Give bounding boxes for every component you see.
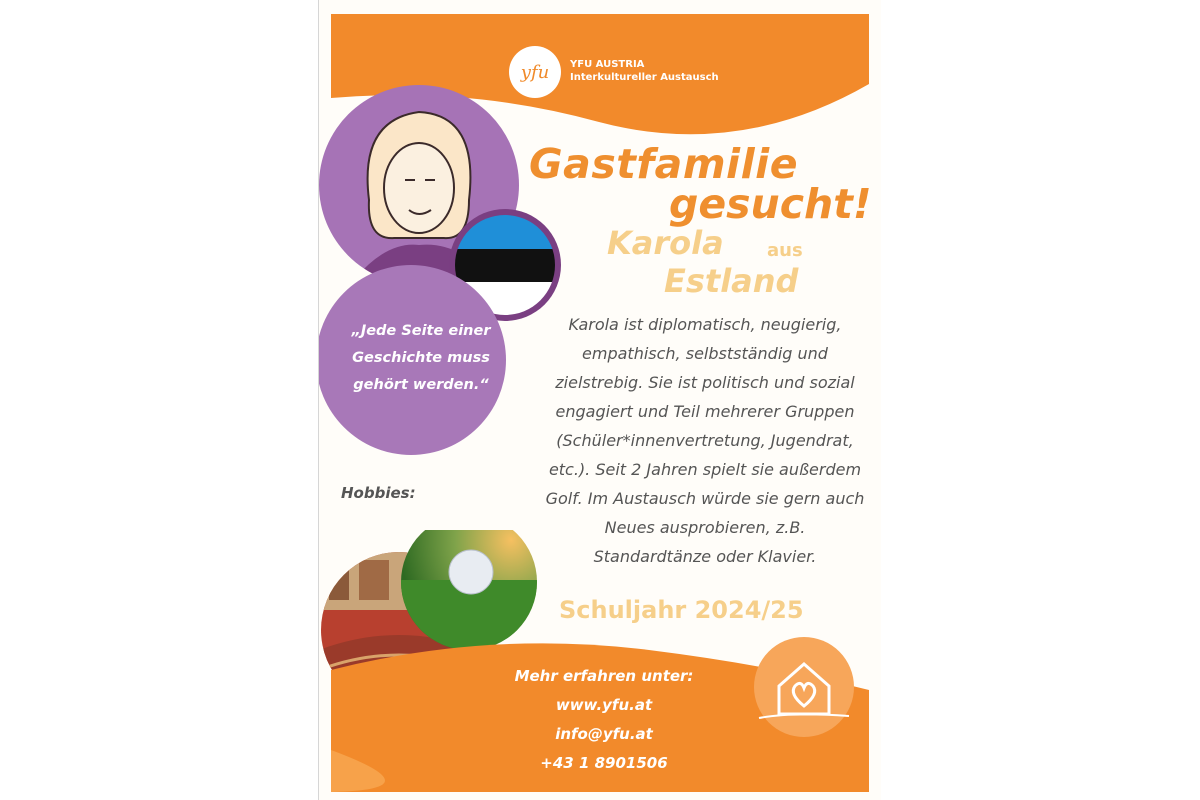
org-name: YFU AUSTRIA <box>570 59 645 70</box>
school-year: Schuljahr 2024/25 <box>559 596 804 624</box>
description-text: Karola ist diplomatisch, neugierig, empathisch, selbstständig und zielstrebig. Sie ist politisch und sozial engagiert und Teil mehrerer Gruppen (Schüler*innenvertretung, Jugendrat, etc.). Seit 2 Jahren spielt sie außerdem Golf. Im Austausch würde sie gern auch Neues ausprobieren, z.B. Standardtänze oder Klavier. <box>545 315 865 566</box>
org-tagline: Interkultureller Austausch <box>570 72 719 83</box>
student-connector: aus <box>767 240 803 261</box>
student-country: Estland <box>664 262 799 300</box>
quote-text: „Jede Seite einer Geschichte muss gehört werden.“ <box>351 323 491 393</box>
website-link[interactable]: www.yfu.at <box>555 696 653 714</box>
email-link[interactable]: info@yfu.at <box>555 725 653 743</box>
org-name-block <box>570 58 719 84</box>
phone-number[interactable]: +43 1 8901506 <box>540 754 668 772</box>
svg-text:yfu: yfu <box>520 62 550 83</box>
student-name: Karola <box>607 224 724 262</box>
headline-line2: gesucht! <box>669 180 872 228</box>
headline-line1: Gastfamilie <box>529 140 799 188</box>
flyer-page <box>318 0 881 800</box>
hobbies-label: Hobbies: <box>341 484 416 502</box>
house-heart-icon <box>751 634 857 740</box>
contact-block <box>479 662 729 778</box>
contact-heading: Mehr erfahren unter: <box>514 667 694 685</box>
student-description <box>545 310 865 571</box>
